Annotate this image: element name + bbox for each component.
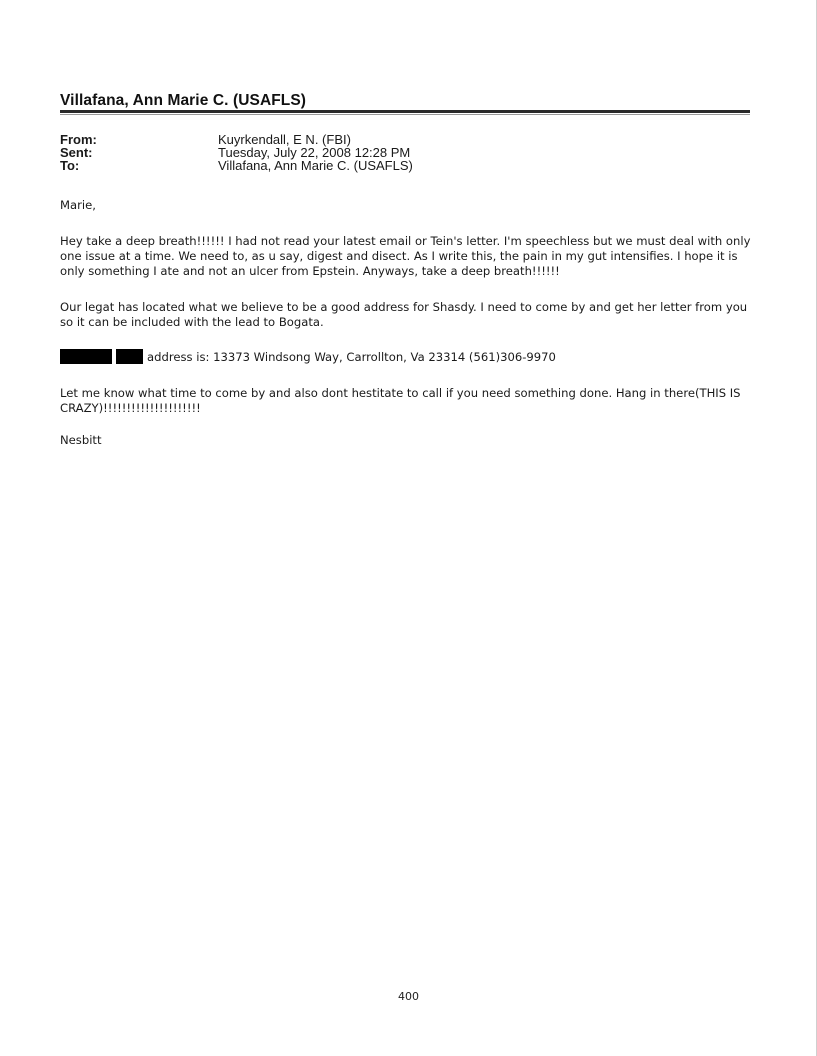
title-rule [60,110,750,113]
to-label: To: [60,158,80,173]
email-paragraph-3: Let me know what time to come by and also dont hestitate to call if you need something done. Hang in there(THIS IS CRAZY)!!!!!!!!!!!!!!!!!!!!! [60,386,741,415]
from-value: Kuyrkendall, E N. (FBI) [218,132,351,147]
redaction-block [116,349,143,364]
document-title: Villafana, Ann Marie C. (USAFLS) [60,92,307,109]
email-address-line [60,349,760,365]
email-paragraph-1: Hey take a deep breath!!!!!! I had not read your latest email or Tein's letter. I'm speechless but we must deal with only one issue at a time. We need to, as u say, digest and disect. As I write this, the pain in my gut intensifies. I hope it is only something I ate and not an ulcer from Epstein. Anyways, take a deep breath!!!!!! [60,234,751,278]
address-text: address is: 13373 Windsong Way, Carrollton, Va 23314 (561)306-9970 [147,350,556,364]
sent-value: Tuesday, July 22, 2008 12:28 PM [218,145,411,160]
sent-label: Sent: [60,145,93,160]
redaction-block [60,349,112,364]
page-number: 400 [398,990,419,1003]
from-label: From: [60,132,97,147]
title-rule-thin [60,114,750,115]
email-greeting: Marie, [60,198,96,212]
email-paragraph-2: Our legat has located what we believe to be a good address for Shasdy. I need to come by and get her letter from you so it can be included with the lead to Bogata. [60,300,748,329]
to-value: Villafana, Ann Marie C. (USAFLS) [218,158,413,173]
email-signature: Nesbitt [60,433,102,447]
